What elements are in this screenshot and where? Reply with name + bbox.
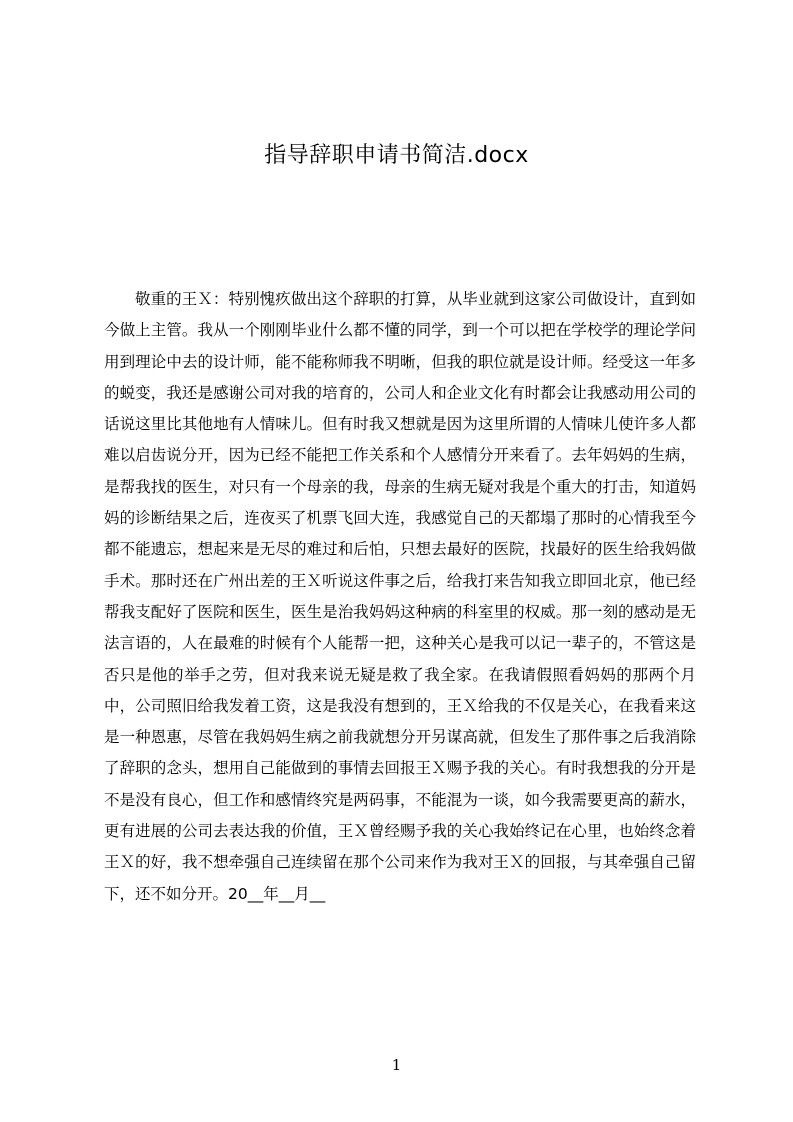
document-title: 指导辞职申请书简洁.docx bbox=[264, 143, 529, 168]
page-number: 1 bbox=[391, 1056, 402, 1074]
document-body-paragraph: 敬重的王Ｘ：特别愧疚做出这个辞职的打算，从毕业就到这家公司做设计，直到如今做上主管。我从一个刚刚毕业什么都不懂的同学，到一个可以把在学校学的理论学问用到理论中去的设计师，能不能称师我不明晰，但我的职位就是设计师。经受这一年多的蜕变，我还是感谢公司对我的培育的，公司人和企业文化有时都会让我感动用公司的话说这里比其他地有人情味儿。但有时我又想就是因为这里所谓的人情味儿使许多人都难以启齿说分开，因为已经不能把工作关系和个人感情分开来看了。去年妈妈的生病，是帮我找的医生，对只有一个母亲的我，母亲的生病无疑对我是个重大的打击，知道妈妈的诊断结果之后，连夜买了机票飞回大连，我感觉自己的天都塌了那时的心情我至今都不能遗忘，想起来是无尽的难过和后怕，只想去最好的医院，找最好的医生给我妈做手术。那时还在广州出差的王Ｘ听说这件事之后，给我打来告知我立即回北京，他已经帮我支配好了医院和医生，医生是治我妈妈这种病的科室里的权威。那一刻的感动是无法言语的，人在最难的时候有个人能帮一把，这种关心是我可以记一辈子的，不管这是否只是他的举手之劳，但对我来说无疑是救了我全家。在我请假照看妈妈的那两个月中，公司照旧给我发着工资，这是我没有想到的，王Ｘ给我的不仅是关心，在我看来这是一种恩惠，尽管在我妈妈生病之前我就想分开另谋高就，但发生了那件事之后我消除了辞职的念头，想用自己能做到的事情去回报王Ｘ赐予我的关心。有时我想我的分开是不是没有良心，但工作和感情终究是两码事，不能混为一谈，如今我需要更高的薪水，更有进展的公司去表达我的价值，王Ｘ曾经赐予我的关心我始终记在心里，也始终念着王Ｘ的好，我不想牵强自己连续留在那个公司来作为我对王Ｘ的回报，与其牵强自己留下，还不如分开。20__年__月__ bbox=[104, 290, 696, 903]
